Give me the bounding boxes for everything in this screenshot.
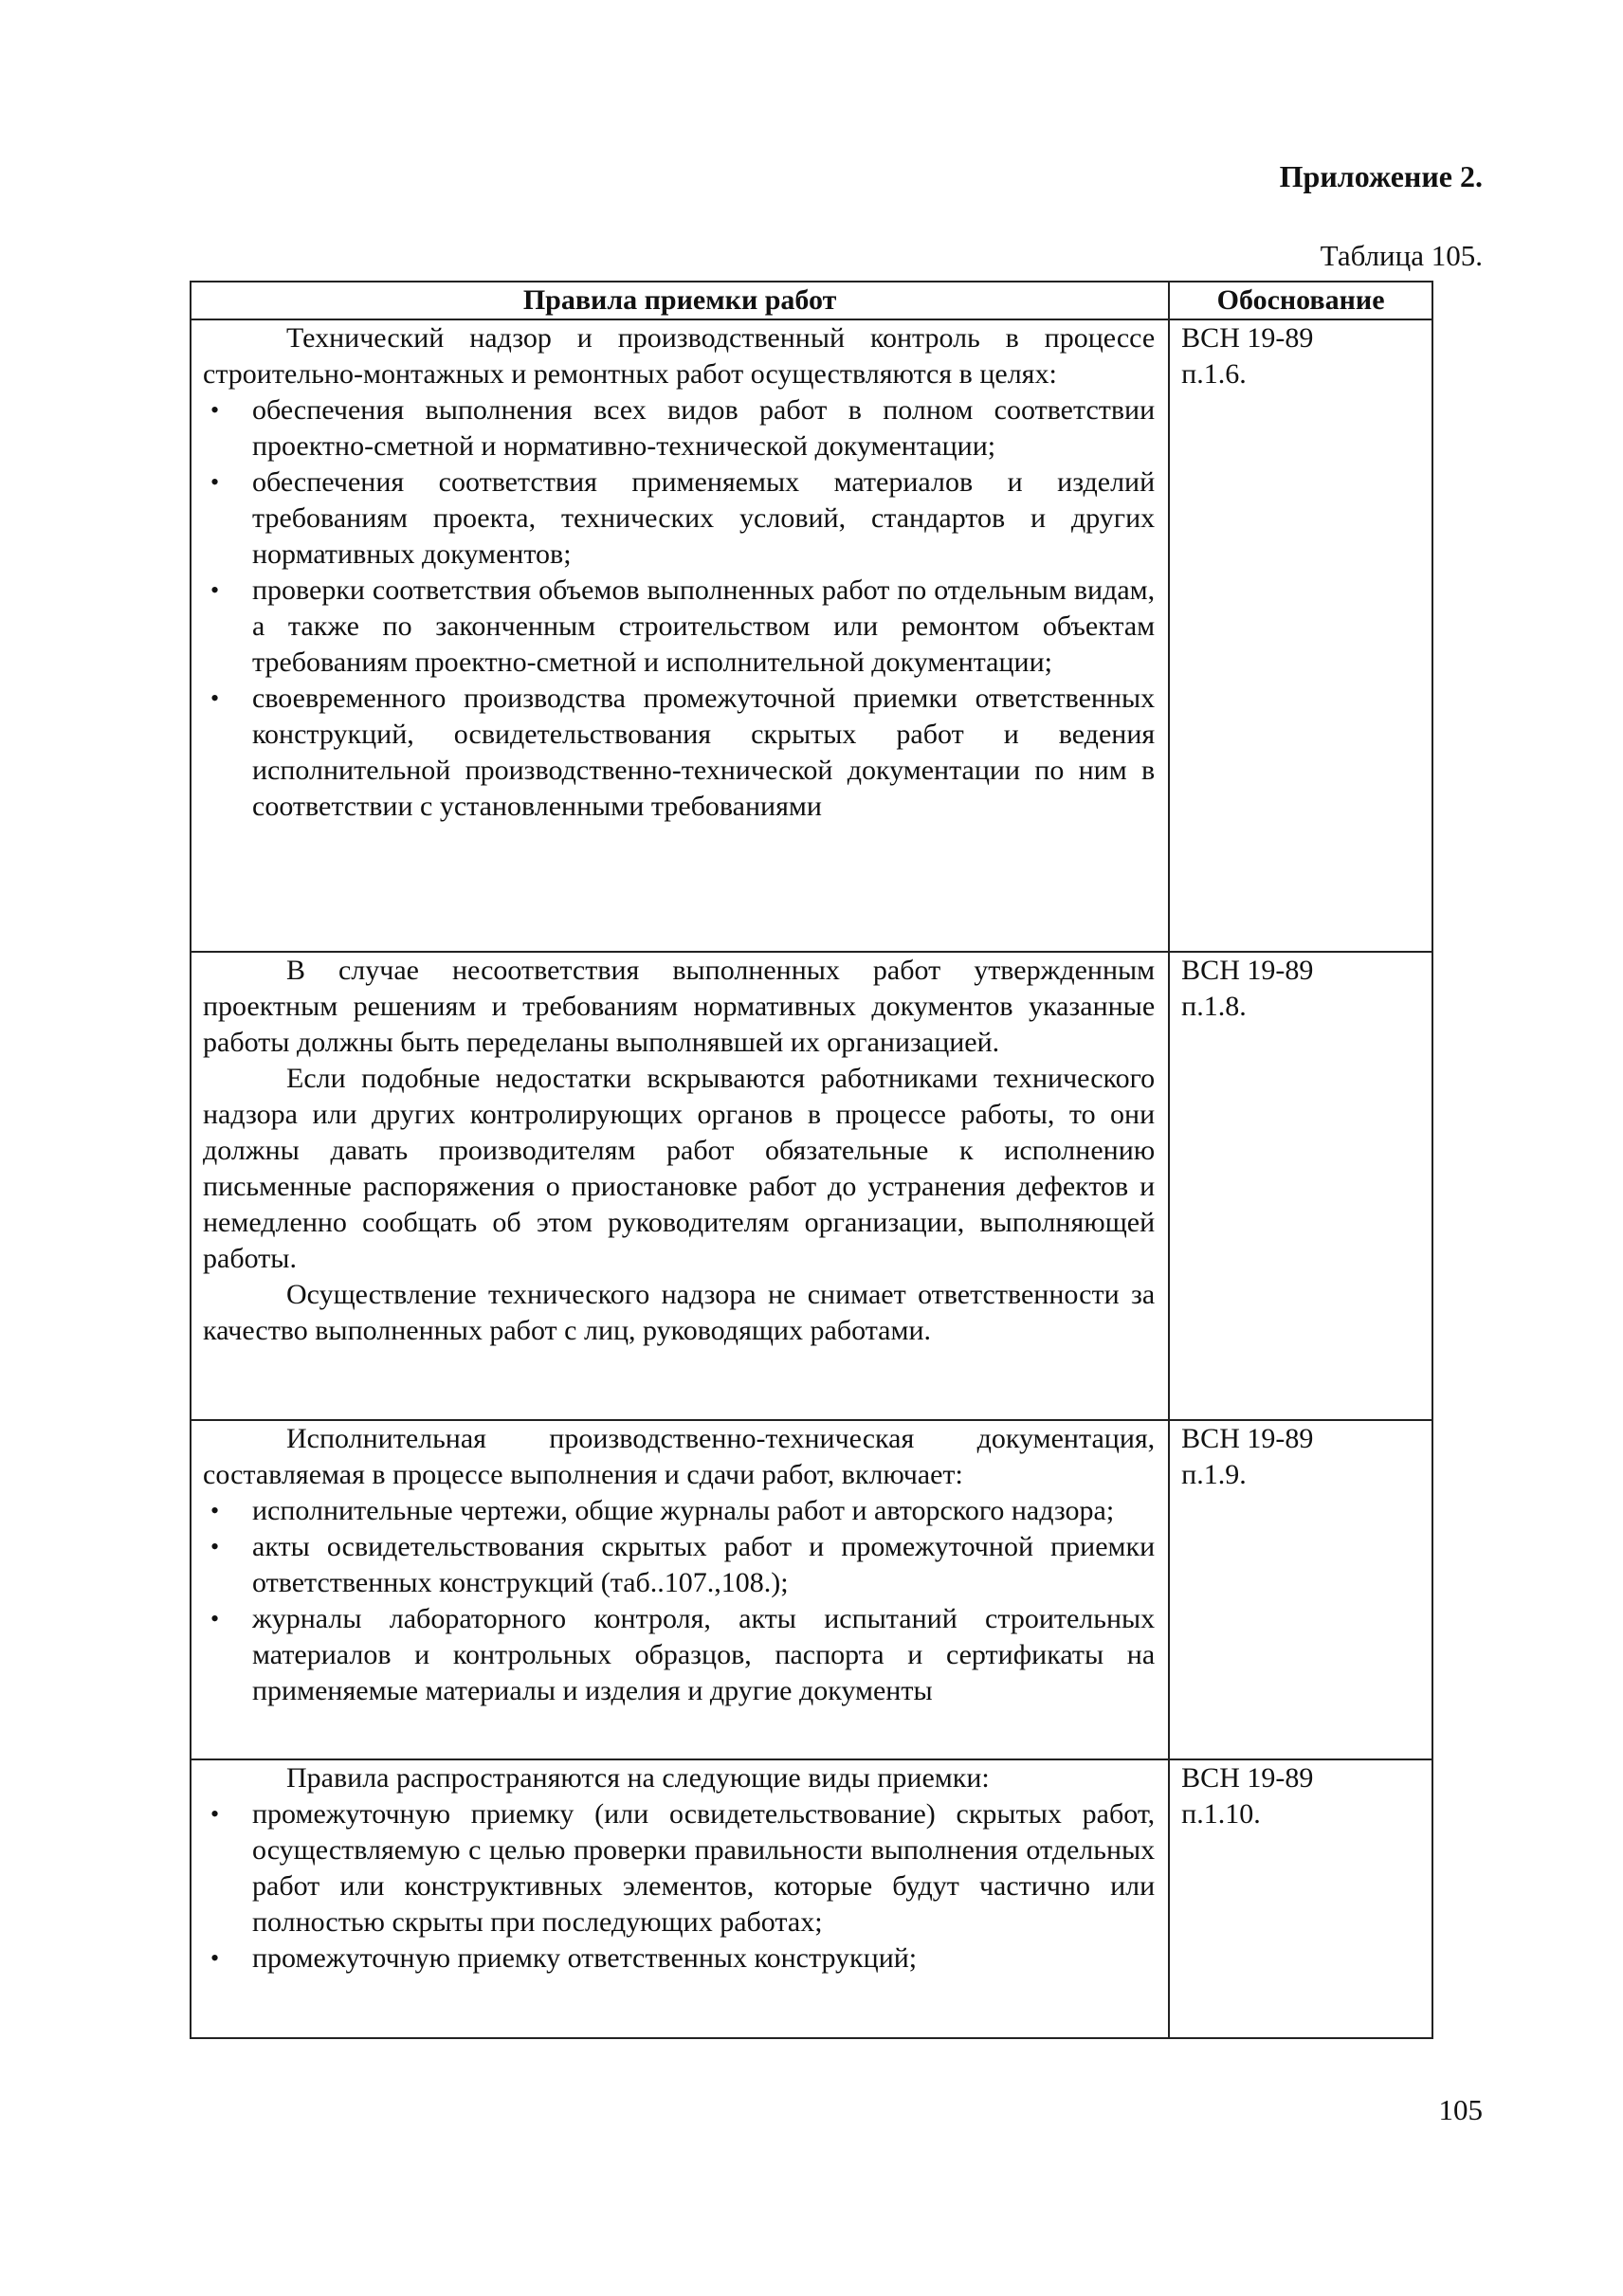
table-row [191,1420,1432,1759]
table-row [191,1759,1432,2038]
bullet-list [203,1796,1155,1977]
bullet-item: • журналы лабораторного контроля, акты испытаний строительных материалов и контрольных образцов, паспорта и сертификаты на применяемые материалы и изделия и другие документы [203,1601,1155,1709]
paragraph: Исполнительная производственно-техническая документация, составляемая в процессе выполнения и сдачи работ, включает: [203,1423,1156,1490]
bullet-list [203,1493,1155,1709]
bullet-item: • промежуточную приемку ответственных конструкций; [203,1941,1155,1977]
bullet-item: • обеспечения соответствия применяемых материалов и изделий требованиям проекта, технических условий, стандартов и других нормативных документов; [203,465,1155,573]
ref-code: ВСН 19-89 [1181,1762,1314,1794]
rules-cell [191,319,1169,952]
rules-table [190,281,1433,2039]
ref-code: ВСН 19-89 [1181,1423,1314,1454]
ref-code: ВСН 19-89 [1181,955,1314,986]
paragraph: Технический надзор и производственный контроль в процессе строительно-монтажных и ремонтных работ осуществляются в целях: [203,322,1156,390]
table-row [191,952,1432,1420]
bullet-item: • своевременного производства промежуточной приемки ответственных конструкций, освидетельствования скрытых работ и ведения исполнительной производственно-технической документации по ним в соответствии с установленными требованиями [203,681,1155,825]
table-number: Таблица 105. [1320,239,1483,272]
rules-cell [191,1759,1169,2038]
bullet-item: • исполнительные чертежи, общие журналы работ и авторского надзора; [203,1493,1155,1529]
paragraph: Осуществление технического надзора не снимает ответственности за качество выполненных работ с лиц, руководящих работами. [203,1279,1156,1346]
bullet-list [203,392,1155,825]
table-row [191,319,1432,952]
bullet-item: • обеспечения выполнения всех видов работ в полном соответствии проектно-сметной и нормативно-технической документации; [203,392,1155,465]
ref-code: ВСН 19-89 [1181,322,1314,354]
basis-cell [1169,952,1432,1420]
column-header-rules: Правила приемки работ [191,282,1169,319]
bullet-item: • промежуточную приемку (или освидетельствование) скрытых работ, осуществляемую с целью проверки правильности выполнения отдельных работ или конструктивных элементов, которые будут частично или полностью скрыты при последующих работах; [203,1796,1155,1941]
paragraph: Правила распространяются на следующие виды приемки: [286,1762,990,1794]
paragraph: Если подобные недостатки вскрываются работниками технического надзора или других контролирующих органов в процессе работы, то они должны давать производителям работ обязательные к исполнению письменные распоряжения о приостановке работ до устранения дефектов и немедленно сообщать об этом руководителям организации, выполняющей работы. [203,1063,1156,1274]
bullet-item: • проверки соответствия объемов выполненных работ по отдельным видам, а также по законченным строительством или ремонтом объектам требованиям проектно-сметной и исполнительной документации; [203,573,1155,681]
basis-cell [1169,319,1432,952]
basis-cell [1169,1759,1432,2038]
rules-cell [191,1420,1169,1759]
ref-clause: п.1.9. [1181,1459,1247,1490]
column-header-basis: Обоснование [1169,282,1432,319]
appendix-label: Приложение 2. [1279,159,1483,193]
basis-cell [1169,1420,1432,1759]
rules-cell [191,952,1169,1420]
page-number: 105 [1438,2093,1483,2126]
ref-clause: п.1.8. [1181,991,1247,1022]
ref-clause: п.1.10. [1181,1798,1261,1830]
table-header-row [191,282,1432,319]
paragraph: В случае несоответствия выполненных работ утвержденным проектным решениям и требованиям нормативных документов указанные работы должны быть переделаны выполнявшей их организацией. [203,955,1156,1058]
ref-clause: п.1.6. [1181,358,1247,390]
bullet-item: • акты освидетельствования скрытых работ и промежуточной приемки ответственных конструкций (таб..107.,108.); [203,1529,1155,1601]
